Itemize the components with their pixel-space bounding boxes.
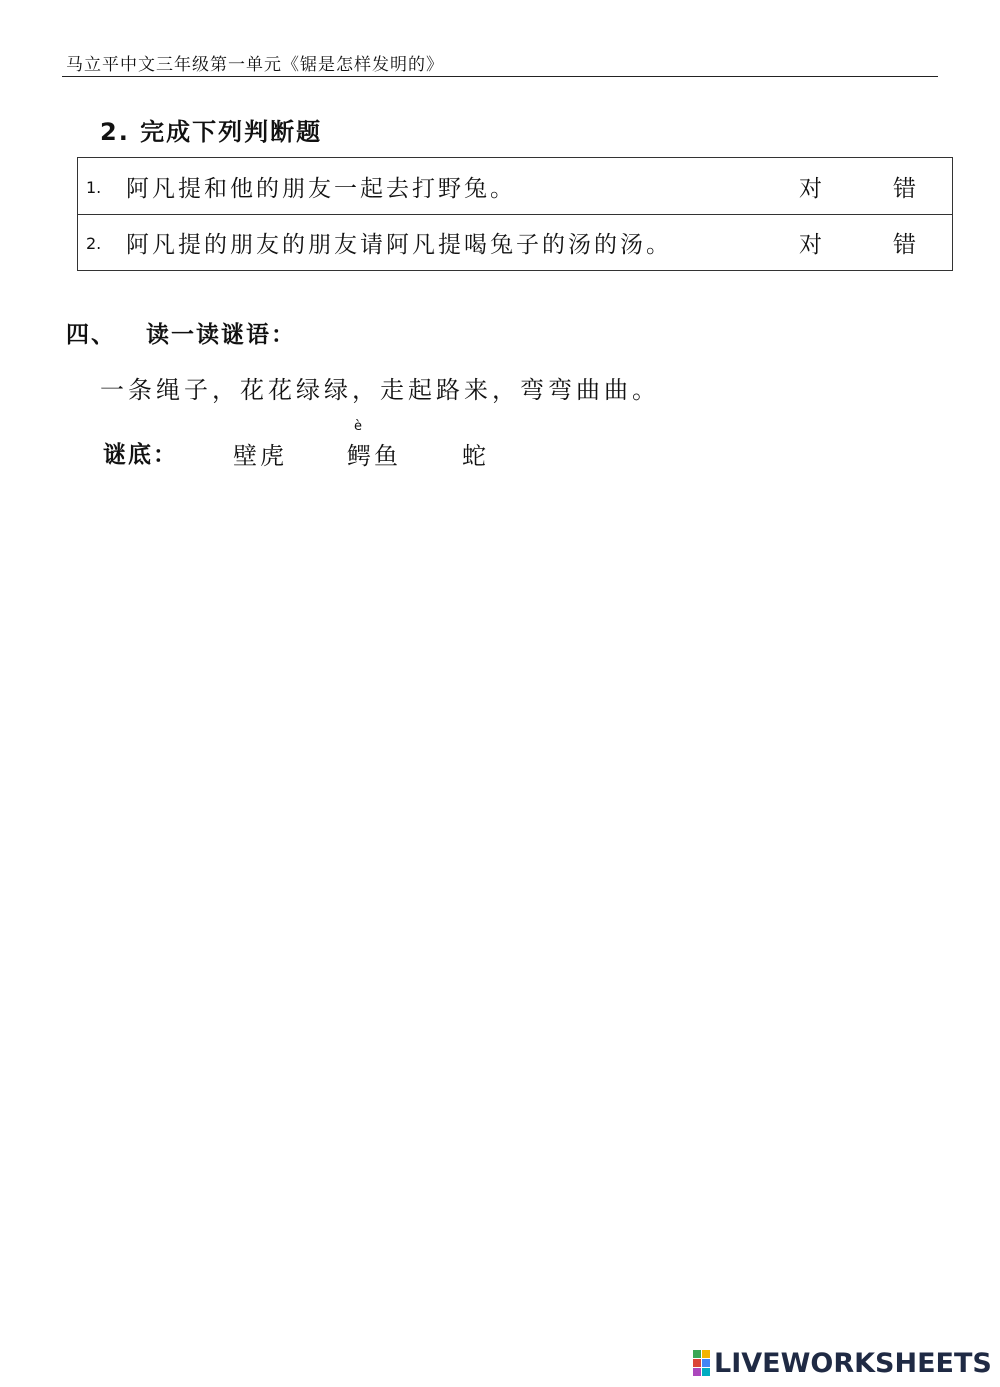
table-row: [78, 158, 952, 215]
true-option[interactable]: 对: [799, 176, 822, 202]
logo-square: [693, 1359, 701, 1367]
statement-text: 阿凡提的朋友的朋友请阿凡提喝兔子的汤的汤。: [126, 232, 672, 258]
true-option[interactable]: 对: [799, 232, 822, 258]
header-divider: [62, 76, 938, 77]
logo-square: [693, 1350, 701, 1358]
logo-mark-icon: [693, 1350, 710, 1376]
section-4-heading: [66, 316, 296, 349]
answer-option-text: 蛇: [462, 442, 489, 470]
liveworksheets-logo: [693, 1348, 992, 1378]
page-header-title: 马立平中文三年级第一单元《锯是怎样发明的》: [66, 55, 444, 75]
riddle-text: 一条绳子，花花绿绿，走起路来，弯弯曲曲。: [100, 376, 660, 404]
logo-square: [693, 1368, 701, 1376]
section-4-ordinal: 四、: [66, 322, 116, 348]
true-false-table: [77, 157, 953, 271]
logo-square: [702, 1359, 710, 1367]
section-2-title: 2. 完成下列判断题: [100, 118, 323, 146]
answer-option-snake[interactable]: [462, 436, 489, 471]
table-row: [78, 214, 952, 270]
answer-label: 谜底：: [103, 442, 178, 468]
logo-square: [702, 1368, 710, 1376]
false-option[interactable]: 错: [893, 176, 916, 202]
answer-option-text: 壁虎: [233, 442, 287, 470]
answer-option-text: 鳄鱼: [347, 442, 401, 470]
answer-option-gecko[interactable]: [233, 436, 287, 471]
logo-square: [702, 1350, 710, 1358]
row-number: 1.: [86, 178, 102, 197]
answer-option-crocodile[interactable]: [347, 419, 401, 471]
pinyin-annotation: è: [354, 419, 362, 434]
logo-text: LIVEWORKSHEETS: [714, 1347, 992, 1379]
false-option[interactable]: 错: [893, 232, 916, 258]
row-number: 2.: [86, 234, 102, 253]
section-4-title: 读一读谜语：: [146, 322, 296, 348]
statement-text: 阿凡提和他的朋友一起去打野兔。: [126, 176, 516, 202]
